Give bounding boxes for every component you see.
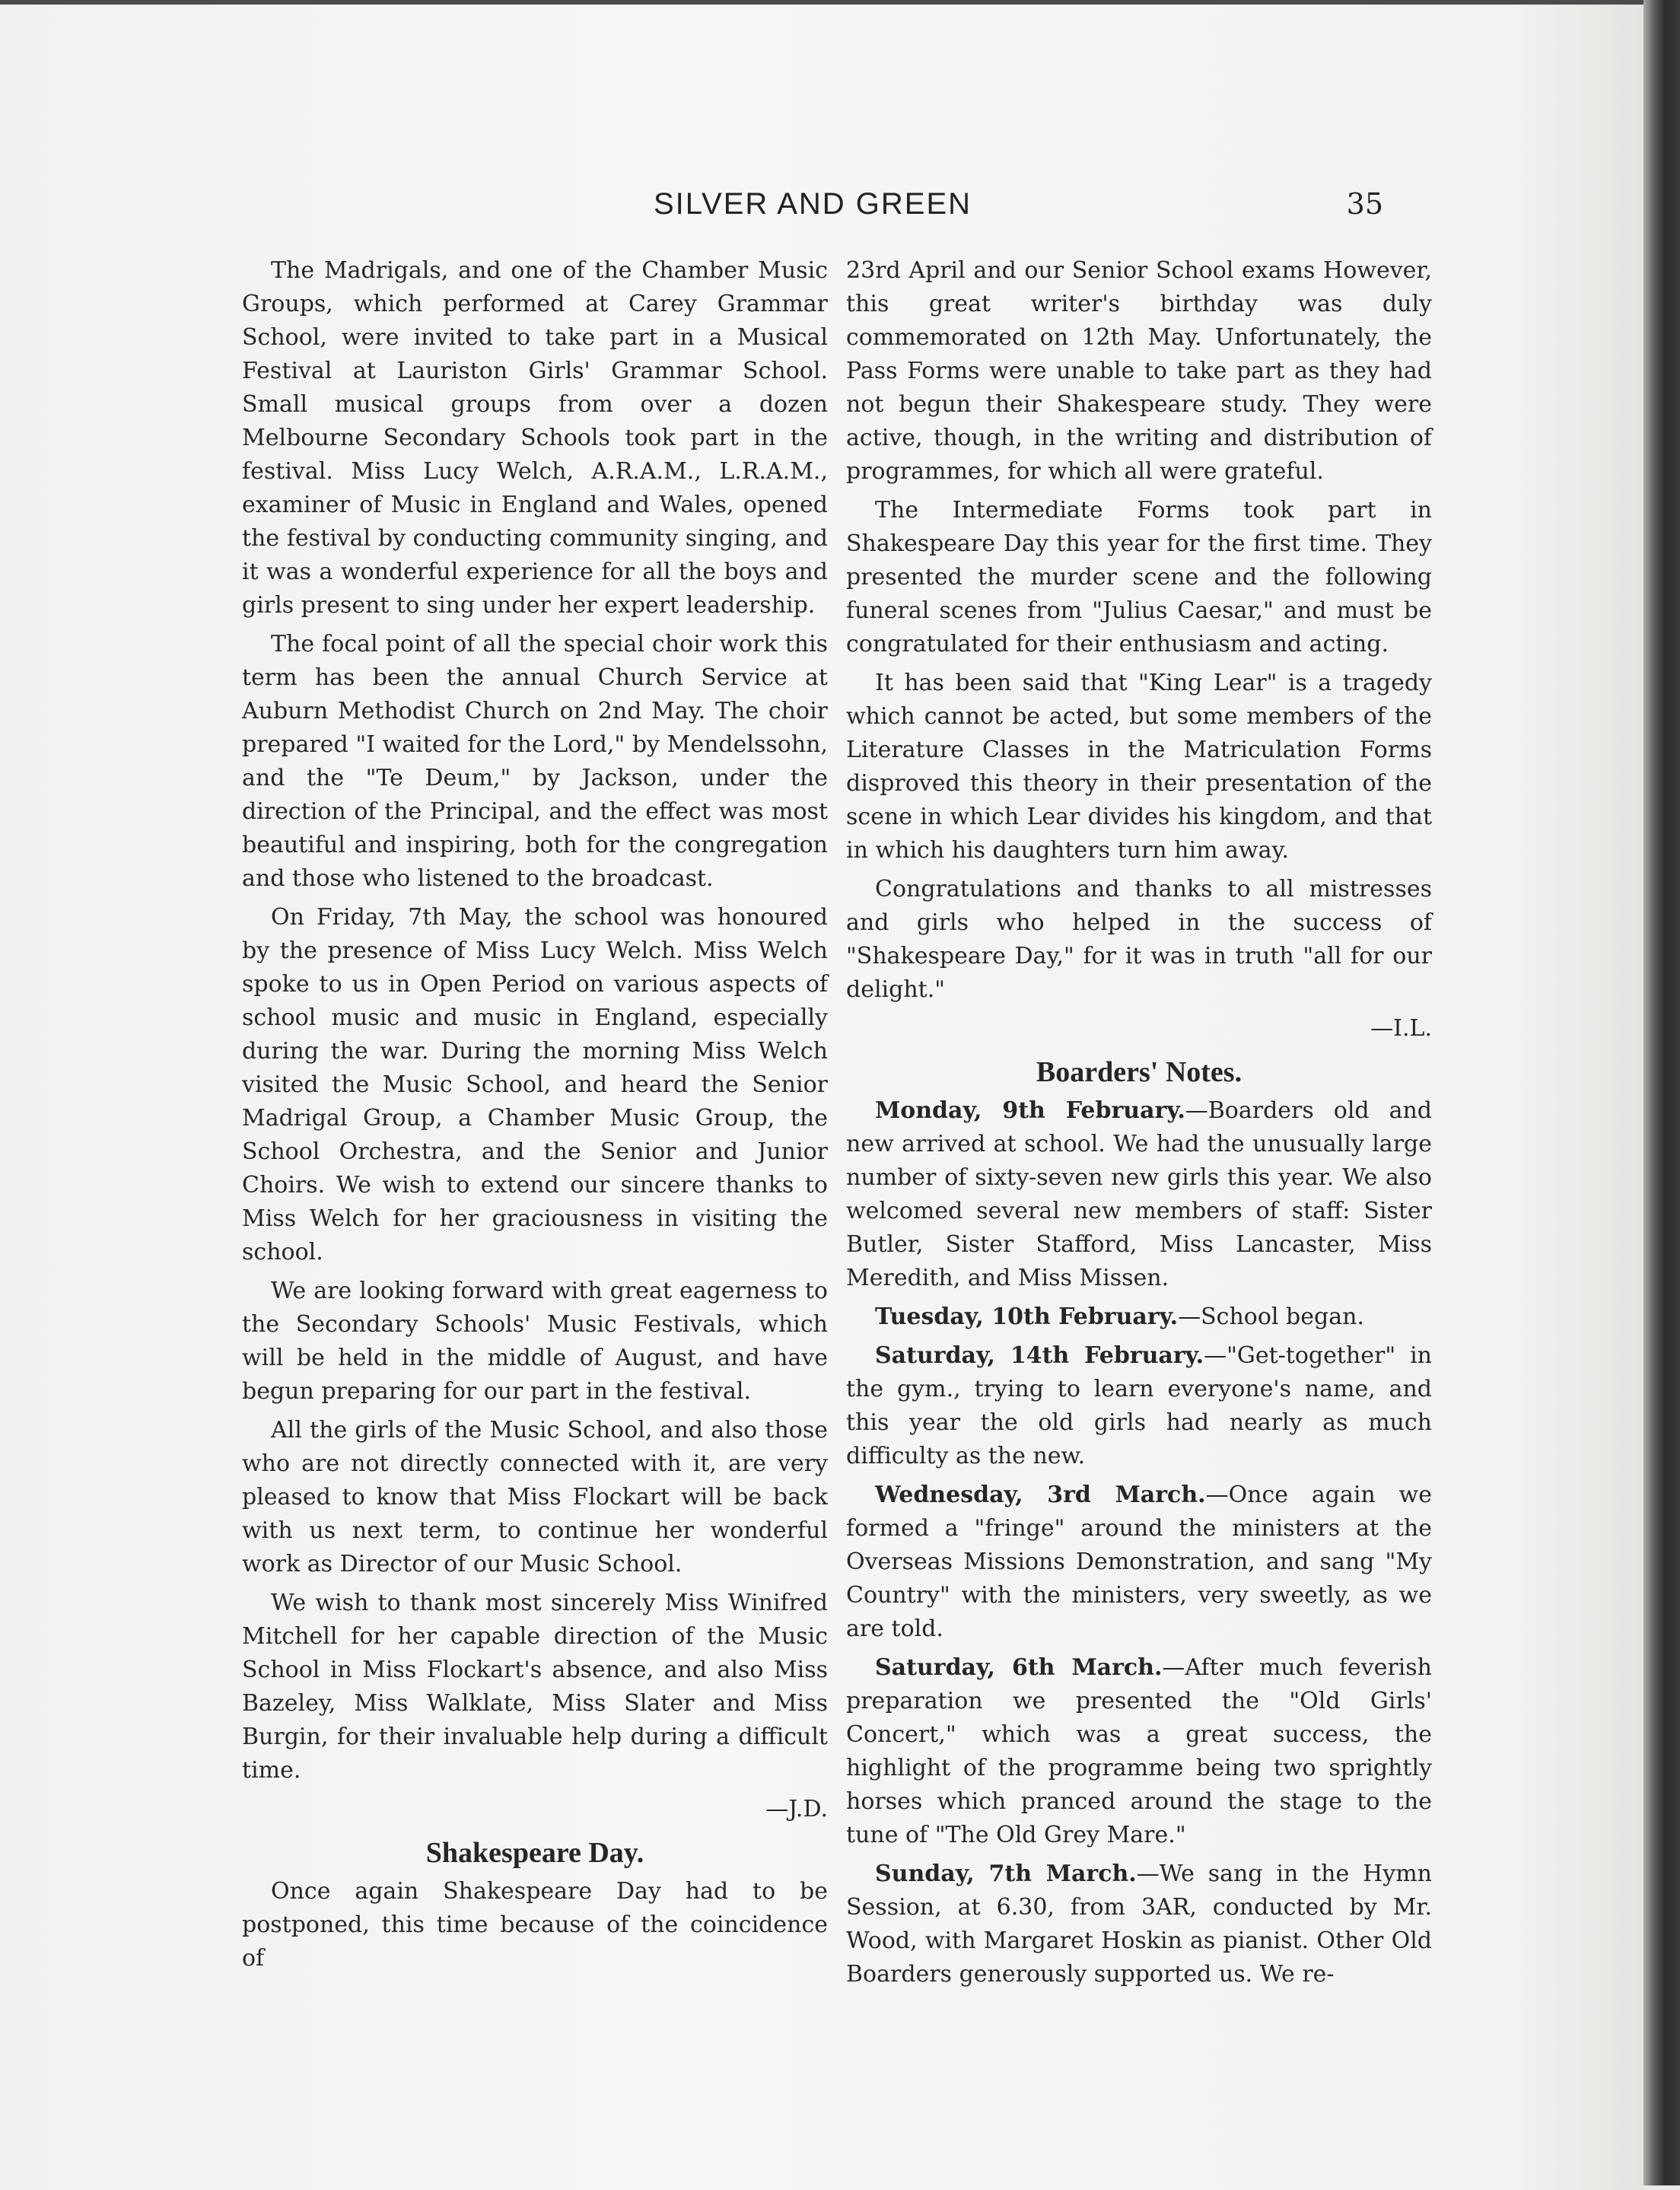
paragraph: We wish to thank most sincerely Miss Winifred Mitchell for her capable direction of the Music School in Miss Flockart's absence, and also Miss Bazeley, Miss Walklate, Miss Slater and Miss Burgin, for their invaluable help during a difficult time. <box>242 1590 828 1784</box>
entry-date: Tuesday, 10th February. <box>875 1303 1179 1330</box>
entry-date: Sunday, 7th March. <box>875 1861 1137 1887</box>
signature: —I.L. <box>1370 1015 1432 1042</box>
paragraph: On Friday, 7th May, the school was honoured by the presence of Miss Lucy Welch. Miss Welch spoke to us in Open Period on various aspects of school music and music in England, especially during the war. During the morning Miss Welch visited the Music School, and heard the Senior Madrigal Group, a Chamber Music Group, the School Orchestra, and the Senior and Junior Choirs. We wish to extend our sincere thanks to Miss Welch for her graciousness in visiting the school. <box>242 904 828 1265</box>
entry-text: —School began. <box>1178 1303 1364 1330</box>
entry-date: Wednesday, 3rd March. <box>875 1482 1206 1508</box>
publication-title: SILVER AND GREEN <box>653 187 972 221</box>
section-heading: Shakespeare Day. <box>425 1837 644 1869</box>
diary-entry <box>846 1857 1432 1991</box>
book-binding-edge <box>1643 0 1680 2185</box>
paragraph: We are looking forward with great eagerness to the Secondary Schools' Music Festivals, which will be held in the middle of August, and have begun preparing for our part in the festival. <box>242 1278 828 1405</box>
signature: —J.D. <box>765 1796 828 1822</box>
left-column <box>242 254 828 1981</box>
entry-text: —We sang in the Hymn Session, at 6.30, from 3AR, conducted by Mr. Wood, with Margaret Hoskin as pianist. Other Old Boarders generously supported us. We re- <box>846 1861 1432 1988</box>
paragraph: The Madrigals, and one of the Chamber Music Groups, which performed at Carey Grammar School, were invited to take part in a Musical Festival at Lauriston Girls' Grammar School. Small musical groups from over a dozen Melbourne Secondary Schools took part in the festival. Miss Lucy Welch, A.R.A.M., L.R.A.M., examiner of Music in England and Wales, opened the festival by conducting community singing, and it was a wonderful experience for all the boys and girls present to sing under her expert leadership. <box>242 257 828 619</box>
paragraph: 23rd April and our Senior School exams However, this great writer's birthday was duly commemorated on 12th May. Unfortunately, the Pass Forms were unable to take part as they had not begun their Shakespeare study. They were active, though, in the writing and distribution of programmes, for which all were grateful. <box>846 257 1432 485</box>
paragraph: Congratulations and thanks to all mistresses and girls who helped in the success of "Shakespeare Day," for it was in truth "all for our delight." <box>846 876 1432 1003</box>
paragraph: The Intermediate Forms took part in Shakespeare Day this year for the first time. They presented the murder scene and the following funeral scenes from "Julius Caesar," and must be congratulated for their enthusiasm and acting. <box>846 497 1432 657</box>
paragraph: It has been said that "King Lear" is a tragedy which cannot be acted, but some members of the Literature Classes in the Matriculation Forms disproved this theory in their presentation of the scene in which Lear divides his kingdom, and that in which his daughters turn him away. <box>846 670 1432 864</box>
paragraph: Once again Shakespeare Day had to be postponed, this time because of the coincidence of <box>242 1878 828 1972</box>
page-number: 35 <box>1346 187 1383 221</box>
page-header <box>242 187 1383 233</box>
entry-text: —After much feverish preparation we presented the "Old Girls' Concert," which was a great success, the highlight of the programme being two sprightly horses which pranced around the stage to the tune of "The Old Grey Mare." <box>846 1654 1432 1848</box>
right-column <box>846 254 1432 1997</box>
diary-entry <box>846 1651 1432 1852</box>
entry-text: —Boarders old and new arrived at school. We had the unusually large number of sixty-seven new girls this year. We also welcomed several new members of staff: Sister Butler, Sister Stafford, Miss Lancaster, Miss Meredith, and Miss Missen. <box>846 1097 1432 1291</box>
entry-text: —Once again we formed a "fringe" around the ministers at the Overseas Missions Demonstration, and sang "My Country" with the ministers, very sweetly, as we are told. <box>846 1482 1432 1642</box>
entry-text: —"Get-together" in the gym., trying to learn everyone's name, and this year the old girls had nearly as much difficulty as the new. <box>846 1342 1432 1469</box>
paragraph: The focal point of all the special choir work this term has been the annual Church Service at Auburn Methodist Church on 2nd May. The choir prepared "I waited for the Lord," by Mendelssohn, and the "Te Deum," by Jackson, under the direction of the Principal, and the effect was most beautiful and inspiring, both for the congregation and those who listened to the broadcast. <box>242 631 828 892</box>
diary-entry <box>846 1300 1432 1334</box>
entry-date: Monday, 9th February. <box>875 1097 1185 1124</box>
entry-date: Saturday, 6th March. <box>875 1654 1163 1681</box>
section-heading: Boarders' Notes. <box>1036 1056 1242 1088</box>
paragraph: All the girls of the Music School, and also those who are not directly connected with it, are very pleased to know that Miss Flockart will be back with us next term, to continue her wonderful work as Director of our Music School. <box>242 1417 828 1577</box>
entry-date: Saturday, 14th February. <box>875 1342 1204 1369</box>
diary-entry <box>846 1479 1432 1646</box>
diary-entry <box>846 1339 1432 1473</box>
diary-entry <box>846 1094 1432 1295</box>
